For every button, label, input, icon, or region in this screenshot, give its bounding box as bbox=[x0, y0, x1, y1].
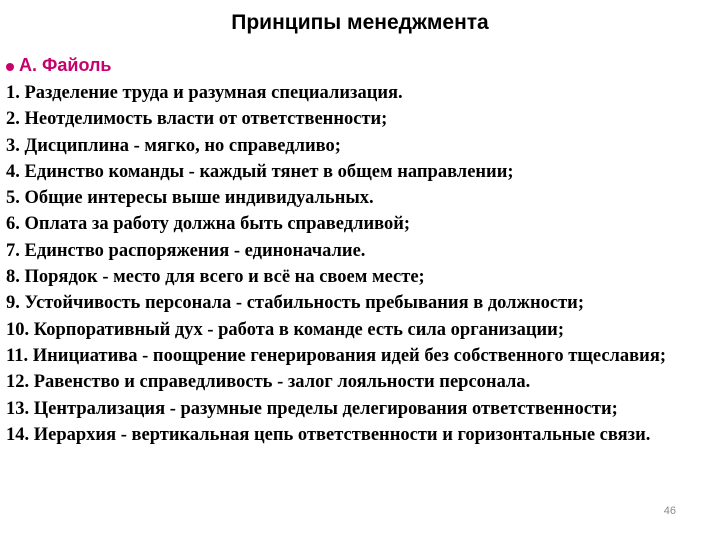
page-number: 46 bbox=[663, 505, 676, 517]
principle-item: 14. Иерархия - вертикальная цепь ответственности и горизонтальные связи. bbox=[6, 424, 651, 445]
bullet-icon bbox=[6, 63, 14, 71]
principle-item: 7. Единство распоряжения - единоначалие. bbox=[6, 240, 366, 261]
subtitle-text: А. Файоль bbox=[19, 55, 112, 75]
principles-list bbox=[6, 80, 714, 448]
principle-item: 11. Инициатива - поощрение генерирования идей без собственного тщеславия; bbox=[6, 345, 667, 366]
principle-item: 9. Устойчивость персонала - стабильность пребывания в должности; bbox=[6, 293, 584, 314]
principle-item: 2. Неотделимость власти от ответственности; bbox=[6, 109, 388, 130]
principle-item: 4. Единство команды - каждый тянет в общем направлении; bbox=[6, 161, 514, 182]
principle-item: 8. Порядок - место для всего и всё на своем месте; bbox=[6, 267, 425, 288]
principle-item: 5. Общие интересы выше индивидуальных. bbox=[6, 188, 374, 209]
principle-item: 10. Корпоративный дух - работа в команде есть сила организации; bbox=[6, 319, 564, 340]
slide-title: Принципы менеджмента bbox=[231, 11, 489, 34]
principle-item: 6. Оплата за работу должна быть справедливой; bbox=[6, 214, 411, 235]
subtitle bbox=[6, 53, 112, 77]
principle-item: 12. Равенство и справедливость - залог лояльности персонала. bbox=[6, 372, 531, 393]
principle-item: 1. Разделение труда и разумная специализация. bbox=[6, 83, 403, 103]
principle-item: 13. Централизация - разумные пределы делегирования ответственности; bbox=[6, 398, 618, 419]
principle-item: 3. Дисциплина - мягко, но справедливо; bbox=[6, 135, 341, 156]
